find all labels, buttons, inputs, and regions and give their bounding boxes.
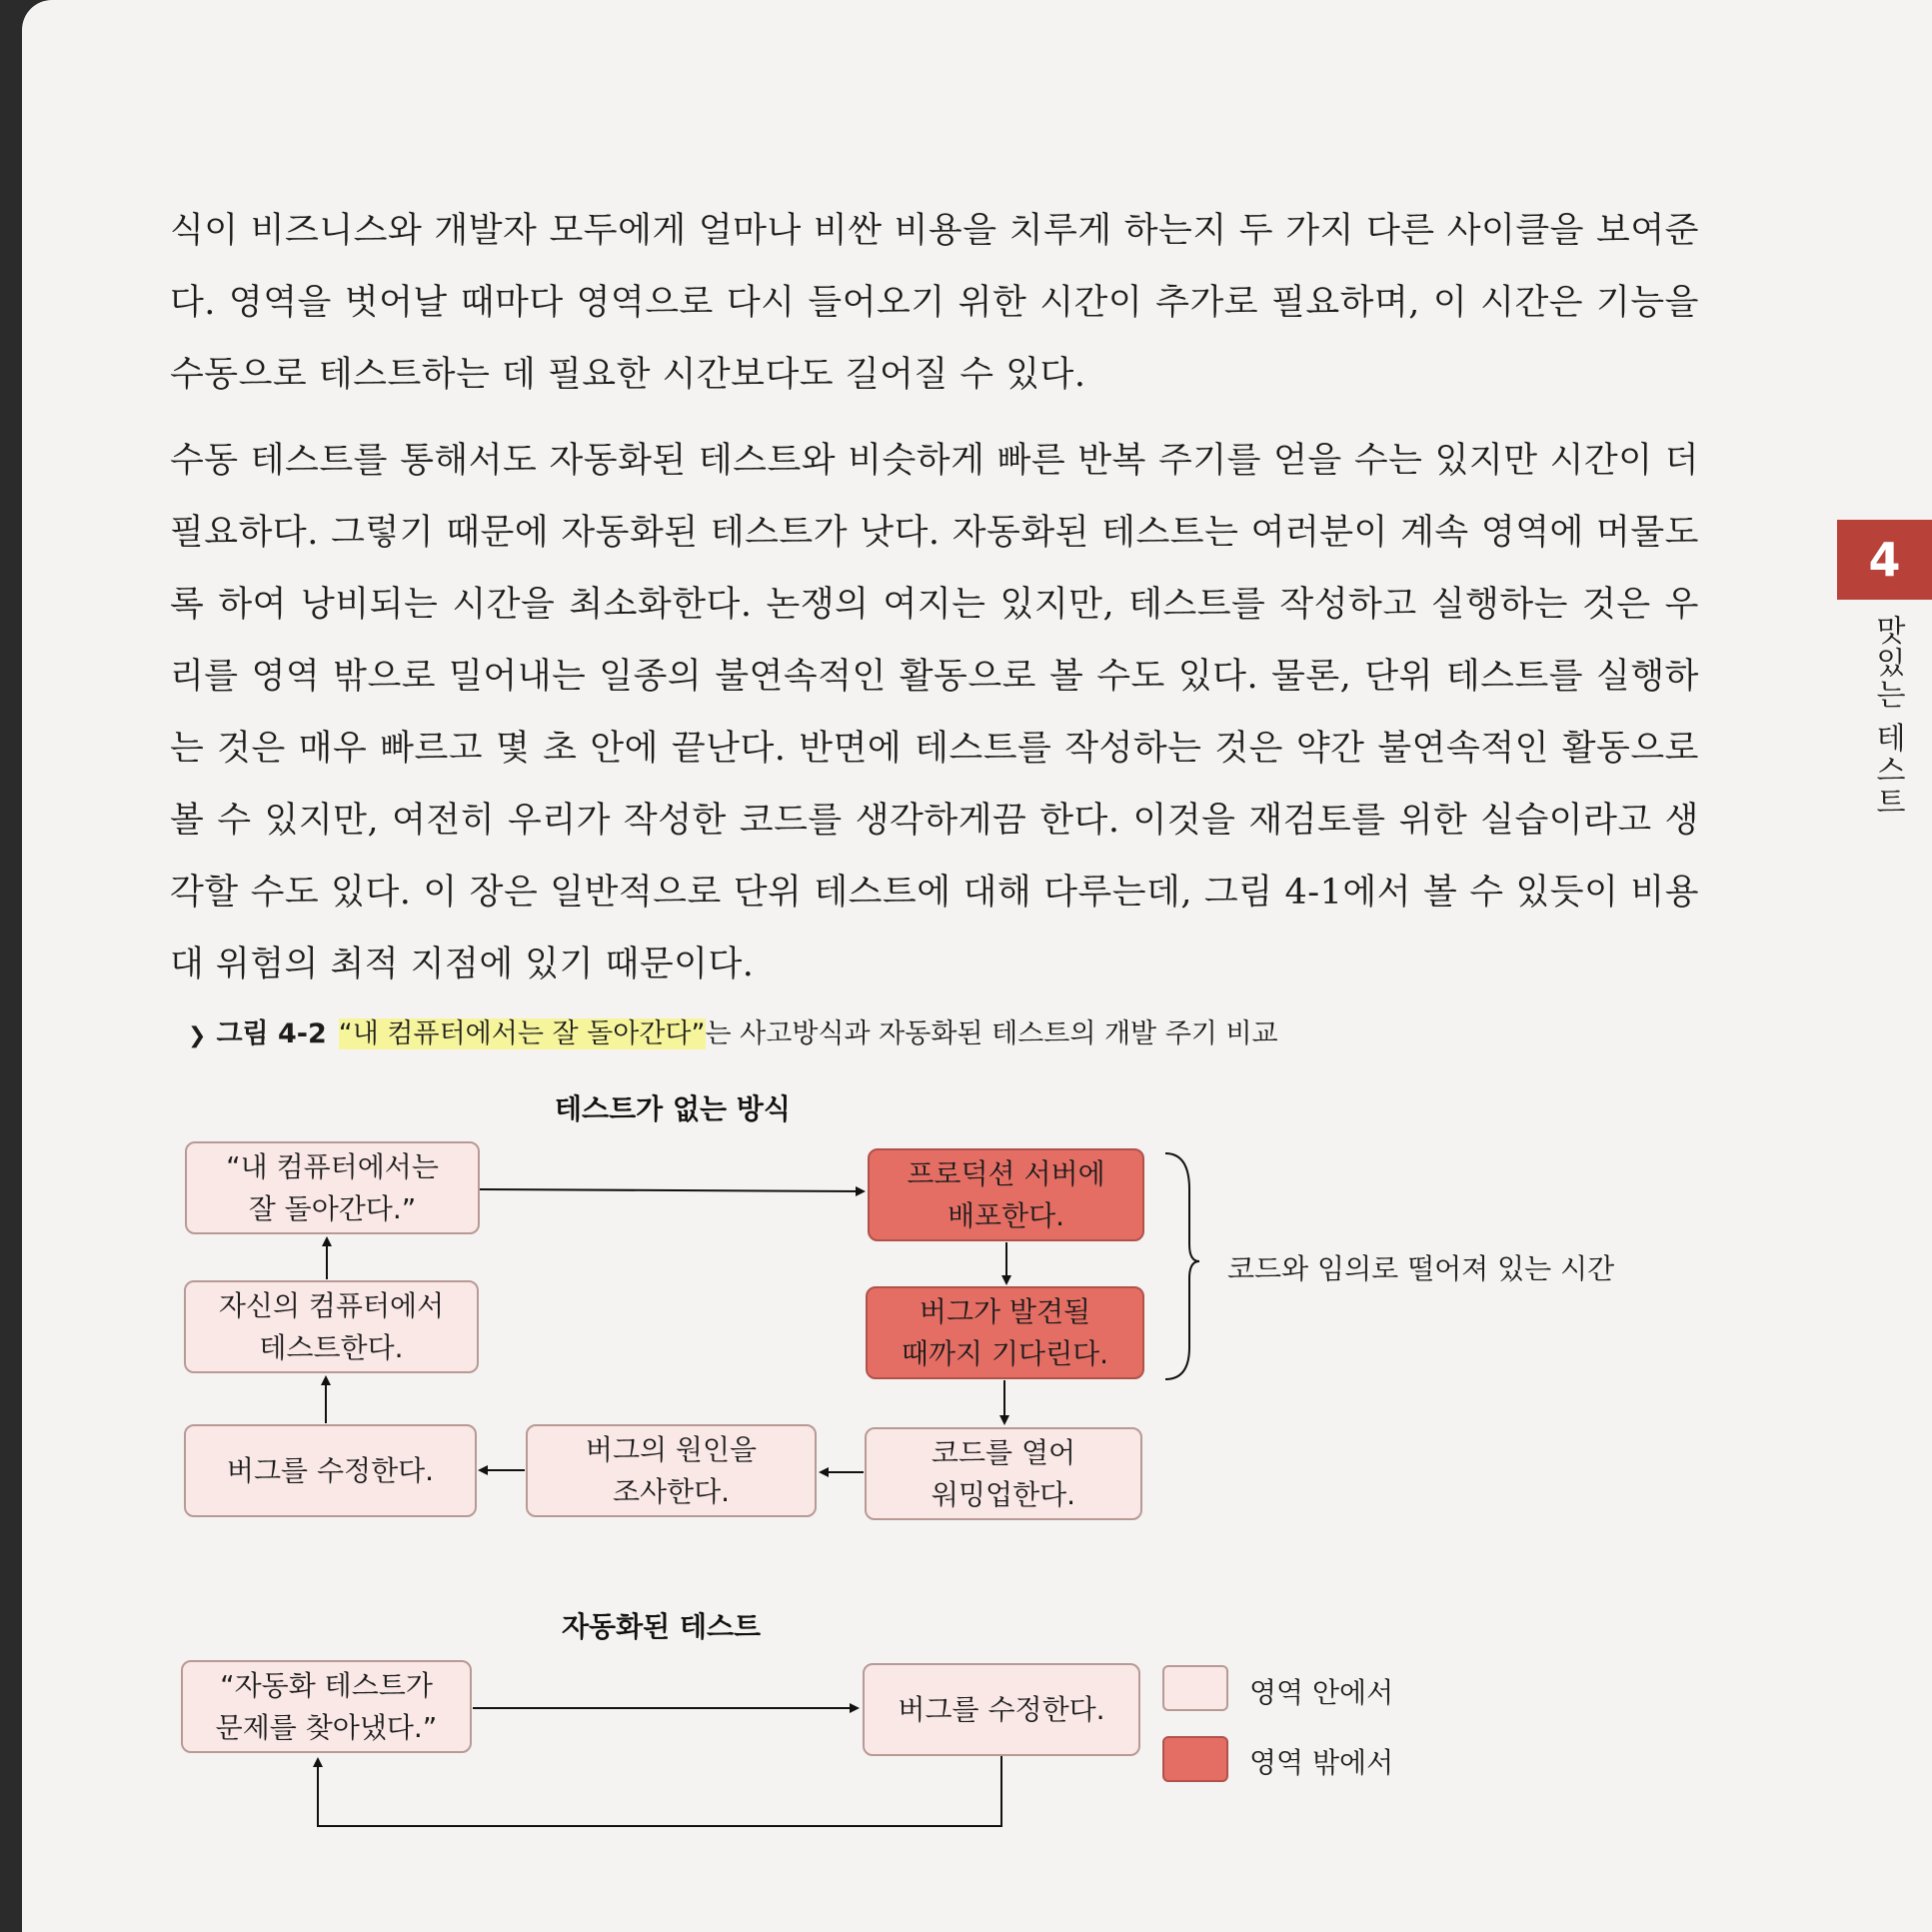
figure-caption-quote: “내 컴퓨터에서는 잘 돌아간다” — [338, 1018, 706, 1049]
caption-arrow-icon: ❯ — [188, 1023, 207, 1048]
brace — [1165, 1153, 1199, 1379]
box-line: “자동화 테스트가 — [220, 1668, 433, 1702]
figure-label: 그림 4-2 — [216, 1018, 327, 1049]
box-line: 조사한다. — [612, 1474, 731, 1508]
chapter-title: 맛있는 테스트 — [1870, 615, 1905, 819]
box-line: 잘 돌아간다.” — [248, 1191, 417, 1225]
box-line: 문제를 찾아냈다.” — [215, 1710, 438, 1744]
box-line: 테스트한다. — [259, 1330, 404, 1364]
box-line: 배포한다. — [947, 1198, 1065, 1232]
automated-cycle-title: 자동화된 테스트 — [562, 1610, 762, 1643]
box-line: 버그를 수정한다. — [898, 1692, 1105, 1726]
manual-cycle-title: 테스트가 없는 방식 — [555, 1092, 791, 1125]
brace-note: 코드와 임의로 떨어져 있는 시간 — [1227, 1252, 1615, 1285]
arrow-works-to-deploy — [480, 1189, 864, 1191]
box-line: 워밍업한다. — [931, 1477, 1076, 1511]
figure-caption-rest: 는 사고방식과 자동화된 테스트의 개발 주기 비교 — [705, 1018, 1278, 1049]
body-paragraph-1: 식이 비즈니스와 개발자 모두에게 얼마나 비싼 비용을 치루게 하는지 두 가지 다른 사이클을 보여준다. 영역을 벗어날 때마다 영역으로 다시 들어오기 위한 시간이 추가로 필요하며, 이 시간은 기능을 수동으로 테스트하는 데 필요한 시간보다도 길어질 수 있다. — [170, 211, 1699, 395]
box-line: 코드를 열어 — [931, 1435, 1076, 1469]
chapter-number-tab: 4 — [1837, 520, 1932, 600]
box-line: 때까지 기다린다. — [901, 1336, 1109, 1370]
legend-in-zone-label: 영역 안에서 — [1249, 1676, 1394, 1709]
box-line: 버그가 발견될 — [919, 1294, 1091, 1328]
body-paragraph-2: 수동 테스트를 통해서도 자동화된 테스트와 비슷하게 빠른 반복 주기를 얻을 수는 있지만 시간이 더 필요하다. 그렇기 때문에 자동화된 테스트가 낫다. 자동화된 테스트는 여러분이 계속 영역에 머물도록 하여 낭비되는 시간을 최소화한다. 논쟁의 여지는 있지만, 테스트를 작성하고 실행하는 것은 우리를 영역 밖으로 밀어내는 일종의 불연속적인 활동으로 볼 수도 있다. 물론, 단위 테스트를 실행하는 것은 매우 빠르고 몇 초 안에 끝난다. 반면에 테스트를 작성하는 것은 약간 불연속적인 활동으로 볼 수 있지만, 여전히 우리가 작성한 코드를 생각하게끔 한다. 이것을 재검토를 위한 실습이라고 생각할 수도 있다. 이 장은 일반적으로 단위 테스트에 대해 다루는데, 그림 4-1에서 볼 수 있듯이 비용 대 위험의 최적 지점에 있기 때문이다. — [170, 441, 1699, 984]
box-line: 버그의 원인을 — [585, 1432, 758, 1466]
box-line: 프로덕션 서버에 — [907, 1156, 1105, 1190]
box-line: 버그를 수정한다. — [226, 1453, 435, 1487]
box-line: 자신의 컴퓨터에서 — [218, 1288, 445, 1322]
box-line: “내 컴퓨터에서는 — [226, 1149, 439, 1183]
arrow-fix-back-to-found — [318, 1756, 1001, 1826]
legend-out-zone-label: 영역 밖에서 — [1249, 1746, 1394, 1779]
